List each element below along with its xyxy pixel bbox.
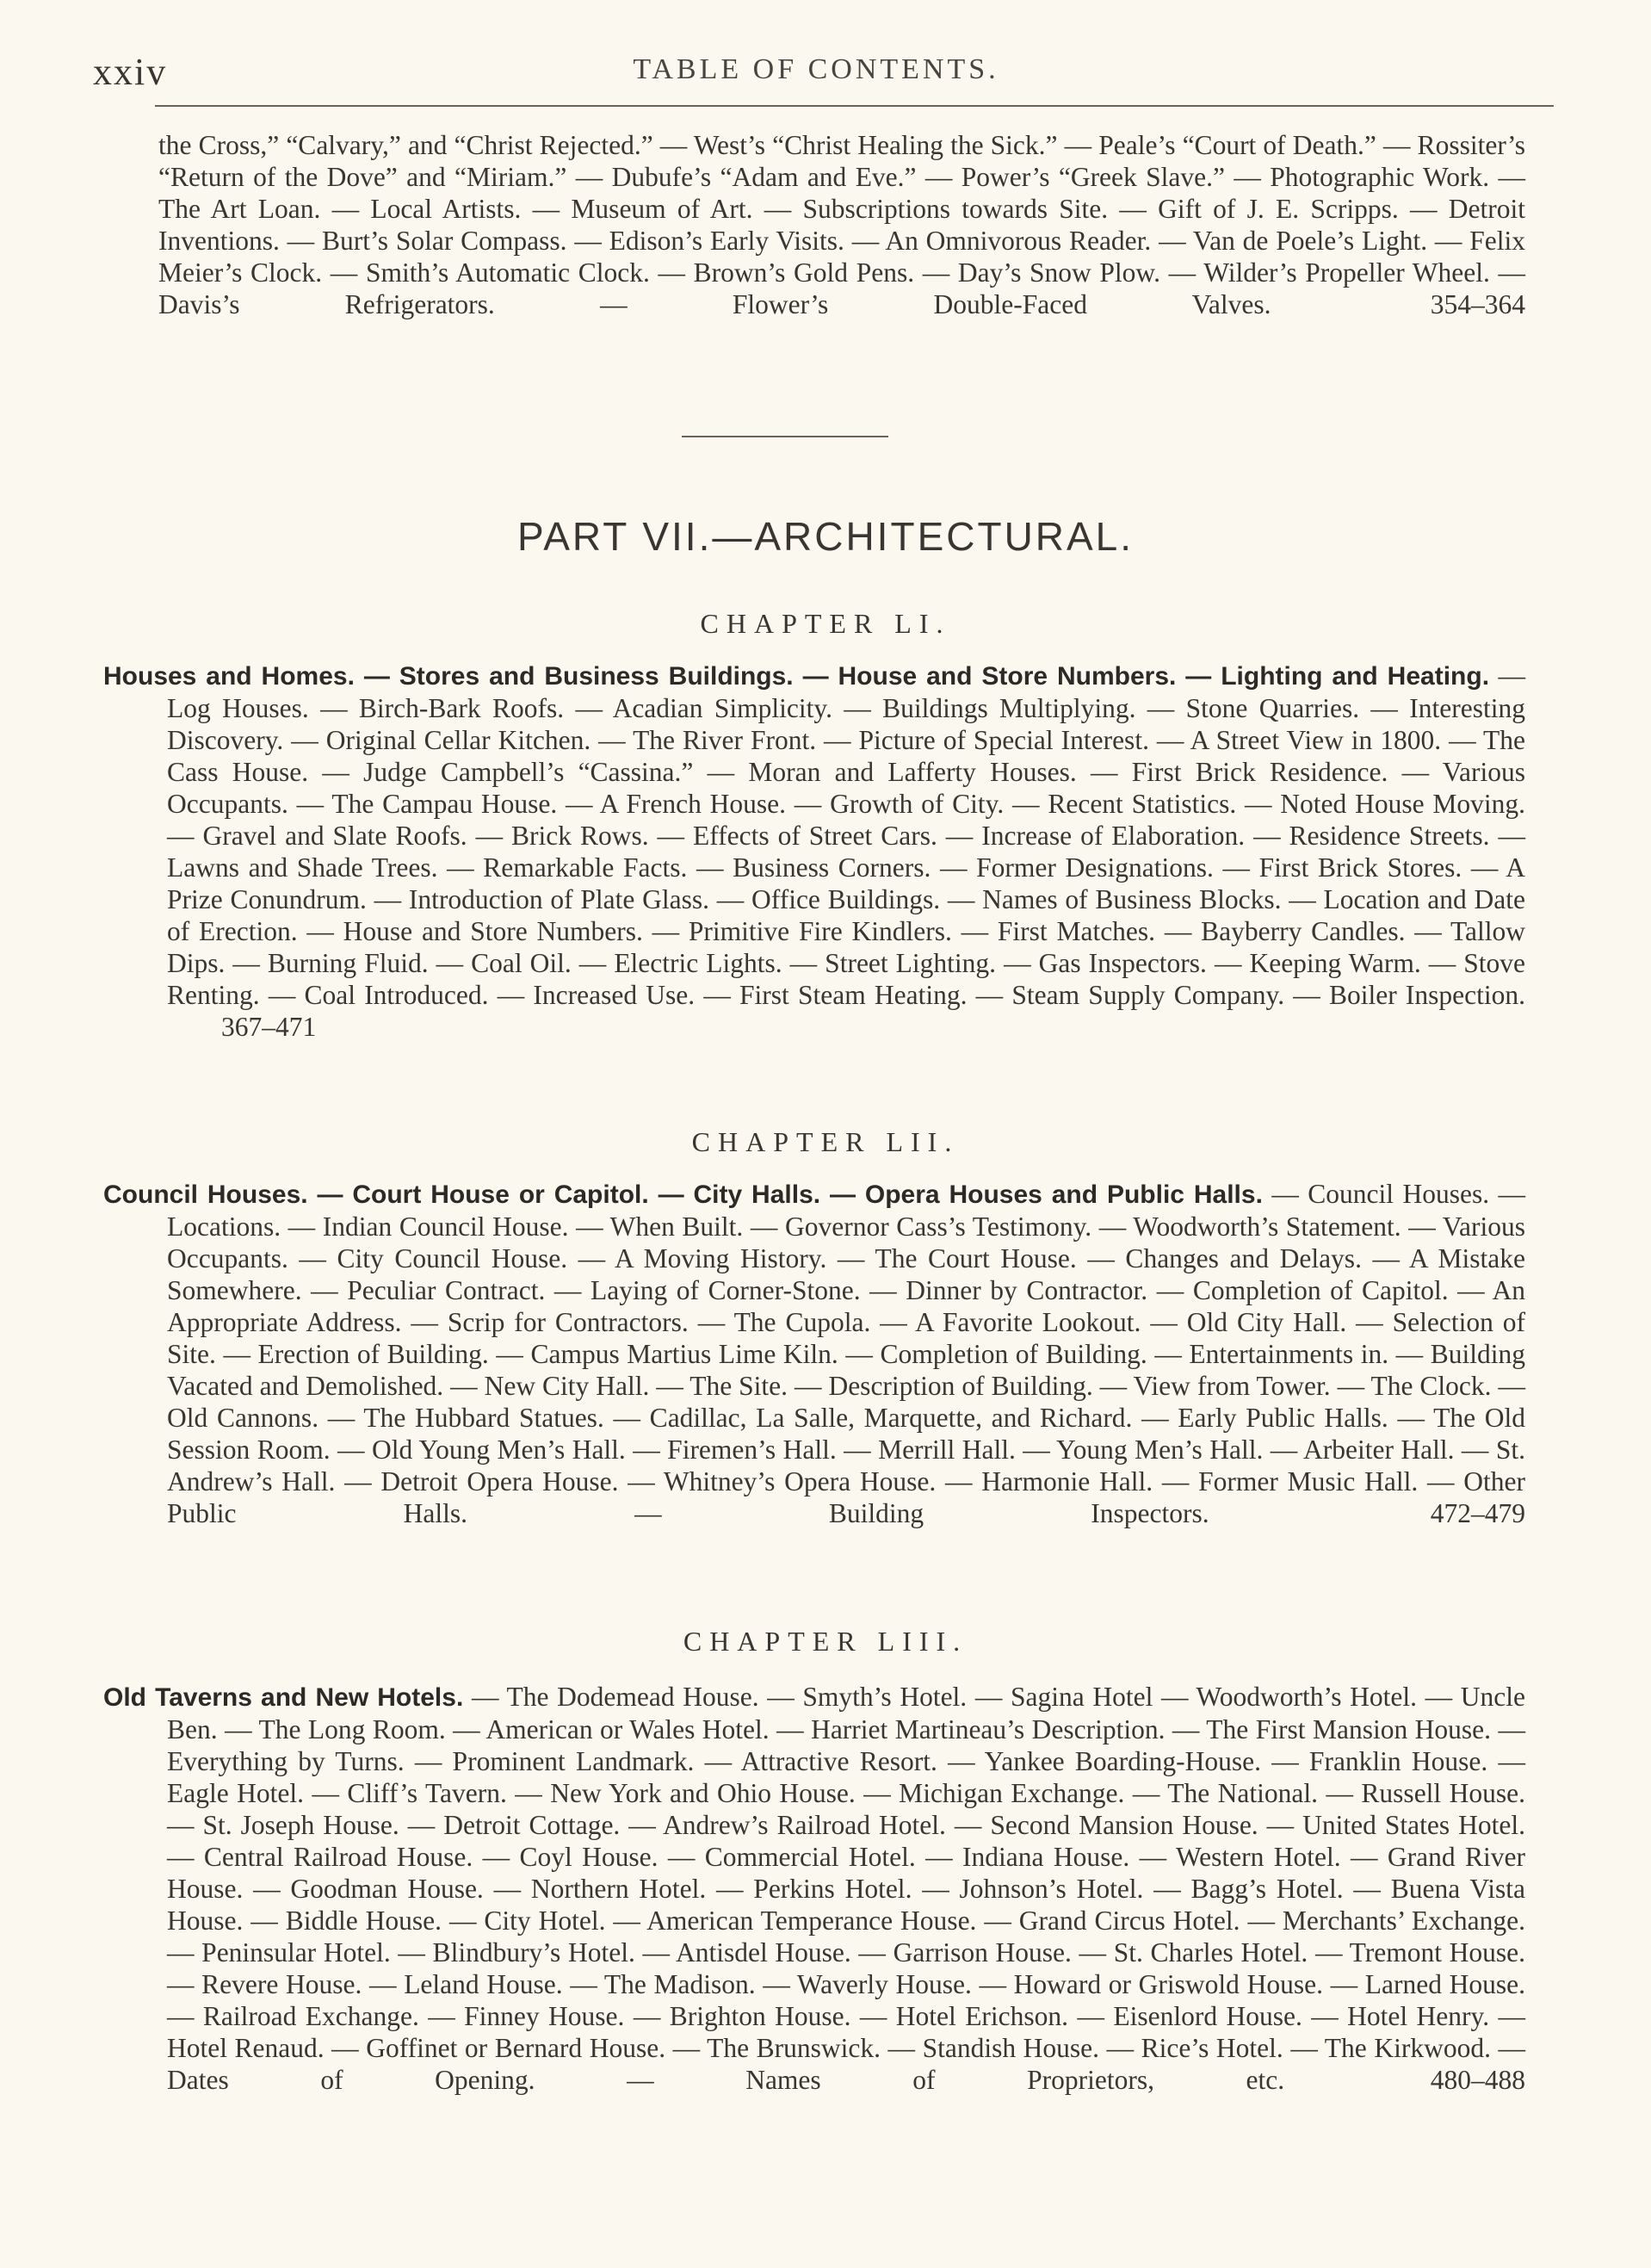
entry-pages: 480–488 [1376, 2065, 1526, 2095]
entry-body: — Log Houses. — Birch-Bark Roofs. — Acadian Simplicity. — Buildings Multiplying. — Stone Quarries. — Interesting Discovery. — Original Cellar Kitchen. — The River Front. — Picture of Special Interest. — A Street View in 1800. — The Cass House. — Judge Campbell’s “Cassina.” — Moran and Lafferty Houses. — First Brick Residence. — Various Occupants. — The Campau House. — A French House. — Growth of City. — Recent Statistics. — Noted House Moving. — Gravel and Slate Roofs. — Brick Rows. — Effects of Street Cars. — Increase of Elaboration. — Residence Streets. — Lawns and Shade Trees. — Remarkable Facts. — Business Corners. — Former Designations. — First Brick Stores. — A Prize Conundrum. — Introduction of Plate Glass. — Office Buildings. — Names of Business Blocks. — Location and Date of Erection. — House and Store Numbers. — Primitive Fire Kindlers. — First Matches. — Bayberry Candles. — Tallow Dips. — Burning Fluid. — Coal Oil. — Electric Lights. — Street Lighting. — Gas Inspectors. — Keeping Warm. — Stove Renting. — Coal Introduced. — Increased Use. — First Steam Heating. — Steam Supply Company. — Boiler Inspection. [167, 660, 1525, 1010]
running-head [93, 50, 1539, 102]
chapter-heading: CHAPTER LIII. [683, 1626, 968, 1657]
section-divider [682, 436, 888, 437]
toc-entry [103, 1178, 1525, 1529]
entry-pages: 472–479 [1376, 1498, 1525, 1528]
entry-lead: Houses and Homes. — Stores and Business Buildings. — House and Store Numbers. — Lighting and Heating. [103, 662, 1490, 691]
entry-lead: Council Houses. — Court House or Capitol. — City Halls. — Opera Houses and Public Halls. [103, 1180, 1263, 1209]
entry-body: the Cross,” “Calvary,” and “Christ Rejected.” — West’s “Christ Healing the Sick.” — Peale’s “Court of Death.” — Rossiter’s “Return of the Dove” and “Miriam.” — Dubufe’s “Adam and Eve.” — Power’s “Greek Slave.” — Photographic Work. — The Art Loan. — Local Artists. — Museum of Art. — Subscriptions towards Site. — Gift of J. E. Scripps. — Detroit Inventions. — Burt’s Solar Compass. — Edison’s Early Visits. — An Omnivorous Reader. — Van de Poele’s Light. — Felix Meier’s Clock. — Smith’s Automatic Clock. — Brown’s Gold Pens. — Day’s Snow Plow. — Wilder’s Propeller Wheel. — Davis’s Refrigerators. — Flower’s Double-Faced Valves. [158, 130, 1525, 319]
toc-entry [103, 660, 1525, 1043]
entry-pages: 367–471 [167, 1012, 317, 1042]
toc-entry [103, 1681, 1525, 2096]
entry-pages: 354–364 [1376, 289, 1526, 319]
entry-body: — Council Houses. — Locations. — Indian Council House. — When Built. — Governor Cass’s Testimony. — Woodworth’s Statement. — Various Occupants. — City Council House. — A Moving History. — The Court House. — Changes and Delays. — A Mistake Somewhere. — Peculiar Contract. — Laying of Corner-Stone. — Dinner by Contractor. — Completion of Capitol. — An Appropriate Address. — Scrip for Contractors. — The Cupola. — A Favorite Lookout. — Old City Hall. — Selection of Site. — Erection of Building. — Campus Martius Lime Kiln. — Completion of Building. — Entertainments in. — Building Vacated and Demolished. — New City Hall. — The Site. — Description of Building. — View from Tower. — The Clock. — Old Cannons. — The Hubbard Statues. — Cadillac, La Salle, Marquette, and Richard. — Early Public Halls. — The Old Session Room. — Old Young Men’s Hall. — Firemen’s Hall. — Merrill Hall. — Young Men’s Hall. — Arbeiter Hall. — St. Andrew’s Hall. — Detroit Opera House. — Whitney’s Opera House. — Harmonie Hall. — Former Music Hall. — Other Public Halls. — Building Inspectors. [167, 1179, 1526, 1528]
entry-body: — The Dodemead House. — Smyth’s Hotel. — Sagina Hotel — Woodworth’s Hotel. — Uncle Ben. — The Long Room. — American or Wales Hotel. — Harriet Martineau’s Description. — The First Mansion House. — Everything by Turns. — Prominent Landmark. — Attractive Resort. — Yankee Boarding-House. — Franklin House. — Eagle Hotel. — Cliff’s Tavern. — New York and Ohio House. — Michigan Exchange. — The National. — Russell House. — St. Joseph House. — Detroit Cottage. — Andrew’s Railroad Hotel. — Second Mansion House. — United States Hotel. — Central Railroad House. — Coyl House. — Commercial Hotel. — Indiana House. — Western Hotel. — Grand River House. — Goodman House. — Northern Hotel. — Perkins Hotel. — Johnson’s Hotel. — Bagg’s Hotel. — Buena Vista House. — Biddle House. — City Hotel. — American Temperance House. — Grand Circus Hotel. — Merchants’ Exchange. — Peninsular Hotel. — Blindbury’s Hotel. — Antisdel House. — Garrison House. — St. Charles Hotel. — Tremont House. — Revere House. — Leland House. — The Madison. — Waverly House. — Howard or Griswold House. — Larned House. — Railroad Exchange. — Finney House. — Brighton House. — Hotel Erichson. — Eisenlord House. — Hotel Henry. — Hotel Renaud. — Goffinet or Bernard House. — The Brunswick. — Standish House. — Rice’s Hotel. — The Kirkwood. — Dates of Opening. — Names of Proprietors, etc. [167, 1682, 1526, 2095]
toc-entry-continuation [158, 129, 1525, 320]
entry-lead: Old Taverns and New Hotels. [103, 1683, 464, 1712]
chapter-heading: CHAPTER LII. [691, 1126, 960, 1157]
page-folio: xxiv [93, 51, 168, 93]
running-title: TABLE OF CONTENTS. [633, 53, 999, 85]
chapter-heading: CHAPTER LI. [700, 608, 951, 639]
part-heading: PART VII.—ARCHITECTURAL. [516, 514, 1135, 559]
header-rule [155, 105, 1554, 107]
